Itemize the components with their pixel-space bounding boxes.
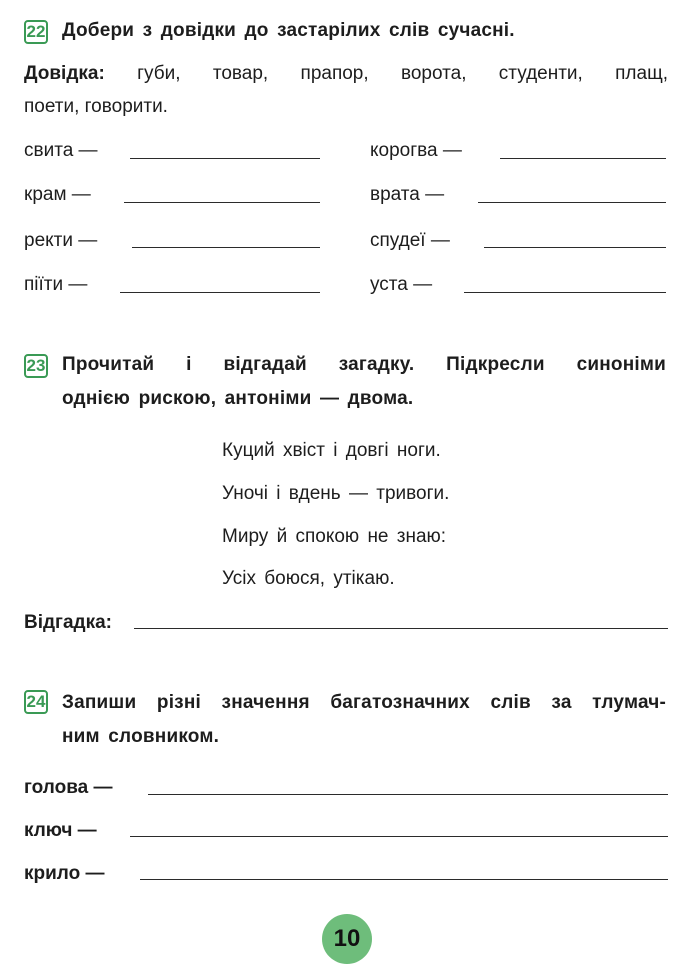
word-text: крило [24, 863, 81, 884]
word-spudei [370, 230, 450, 252]
word-text: ключ [24, 820, 73, 841]
word-vrata [370, 184, 444, 206]
hint-line-2: поети, говорити. [24, 96, 168, 117]
answer-line-usta[interactable] [464, 292, 666, 293]
word-text: уста [370, 274, 408, 295]
task-number-24: 24 [24, 690, 48, 714]
hint-words-1: губи, товар, прапор, ворота, студенти, плащ, [137, 63, 668, 84]
word-text: голова [24, 777, 89, 798]
hint-line-1 [24, 63, 668, 85]
word-kram [24, 184, 91, 206]
word-text: піїти [24, 274, 64, 295]
answer-line-holova[interactable] [148, 794, 668, 795]
dash: — [71, 184, 91, 205]
task-number-23: 23 [24, 354, 48, 378]
task-24-title-line-1: Запиши різні значення багатозначних слів за тлумач- [62, 692, 666, 713]
answer-line-kram[interactable] [124, 202, 320, 203]
task-22-title: Добери з довідки до застарілих слів сучасні. [62, 20, 515, 41]
dash: — [68, 274, 88, 295]
poem-line-3: Миру й спокою не знаю: [222, 526, 447, 547]
word-rekty [24, 230, 97, 252]
dash: — [78, 140, 98, 161]
task-number-22: 22 [24, 20, 48, 44]
word-text: корогва [370, 140, 438, 161]
answer-line-kliuch[interactable] [130, 836, 668, 837]
hint-label: Довідка: [24, 63, 105, 84]
answer-line-riddle[interactable] [134, 628, 668, 629]
page-number-badge: 10 [322, 914, 372, 964]
word-piity [24, 274, 87, 296]
word-text: спудеї [370, 230, 426, 251]
word-korohva [370, 140, 462, 162]
answer-line-svyta[interactable] [130, 158, 320, 159]
dash: — [430, 230, 450, 251]
dash: — [78, 230, 98, 251]
task-23-title-line-1: Прочитай і відгадай загадку. Підкресли синоніми [62, 354, 666, 375]
answer-line-rekty[interactable] [132, 247, 320, 248]
dash: — [85, 863, 105, 884]
poem-line-4: Усіх боюся, утікаю. [222, 568, 395, 589]
dash: — [413, 274, 433, 295]
answer-line-krylo[interactable] [140, 879, 668, 880]
answer-line-vrata[interactable] [478, 202, 666, 203]
word-usta [370, 274, 432, 296]
dash: — [77, 820, 97, 841]
task-24-title-line-2: ним словником. [62, 726, 220, 747]
answer-line-korohva[interactable] [500, 158, 666, 159]
word-text: крам [24, 184, 67, 205]
dash: — [425, 184, 445, 205]
word-text: свита [24, 140, 74, 161]
dash: — [93, 777, 113, 798]
dash: — [442, 140, 462, 161]
word-text: врата [370, 184, 420, 205]
word-kliuch [24, 820, 97, 842]
word-text: ректи [24, 230, 73, 251]
answer-line-piity[interactable] [120, 292, 320, 293]
poem-line-2: Уночі і вдень — тривоги. [222, 483, 450, 504]
word-krylo [24, 863, 105, 885]
word-svyta [24, 140, 98, 162]
word-holova [24, 777, 113, 799]
task-23-title-line-2: однією рискою, антоніми — двома. [62, 388, 414, 409]
poem-line-1: Куций хвіст і довгі ноги. [222, 440, 441, 461]
answer-line-spudei[interactable] [484, 247, 666, 248]
answer-label: Відгадка: [24, 612, 113, 633]
